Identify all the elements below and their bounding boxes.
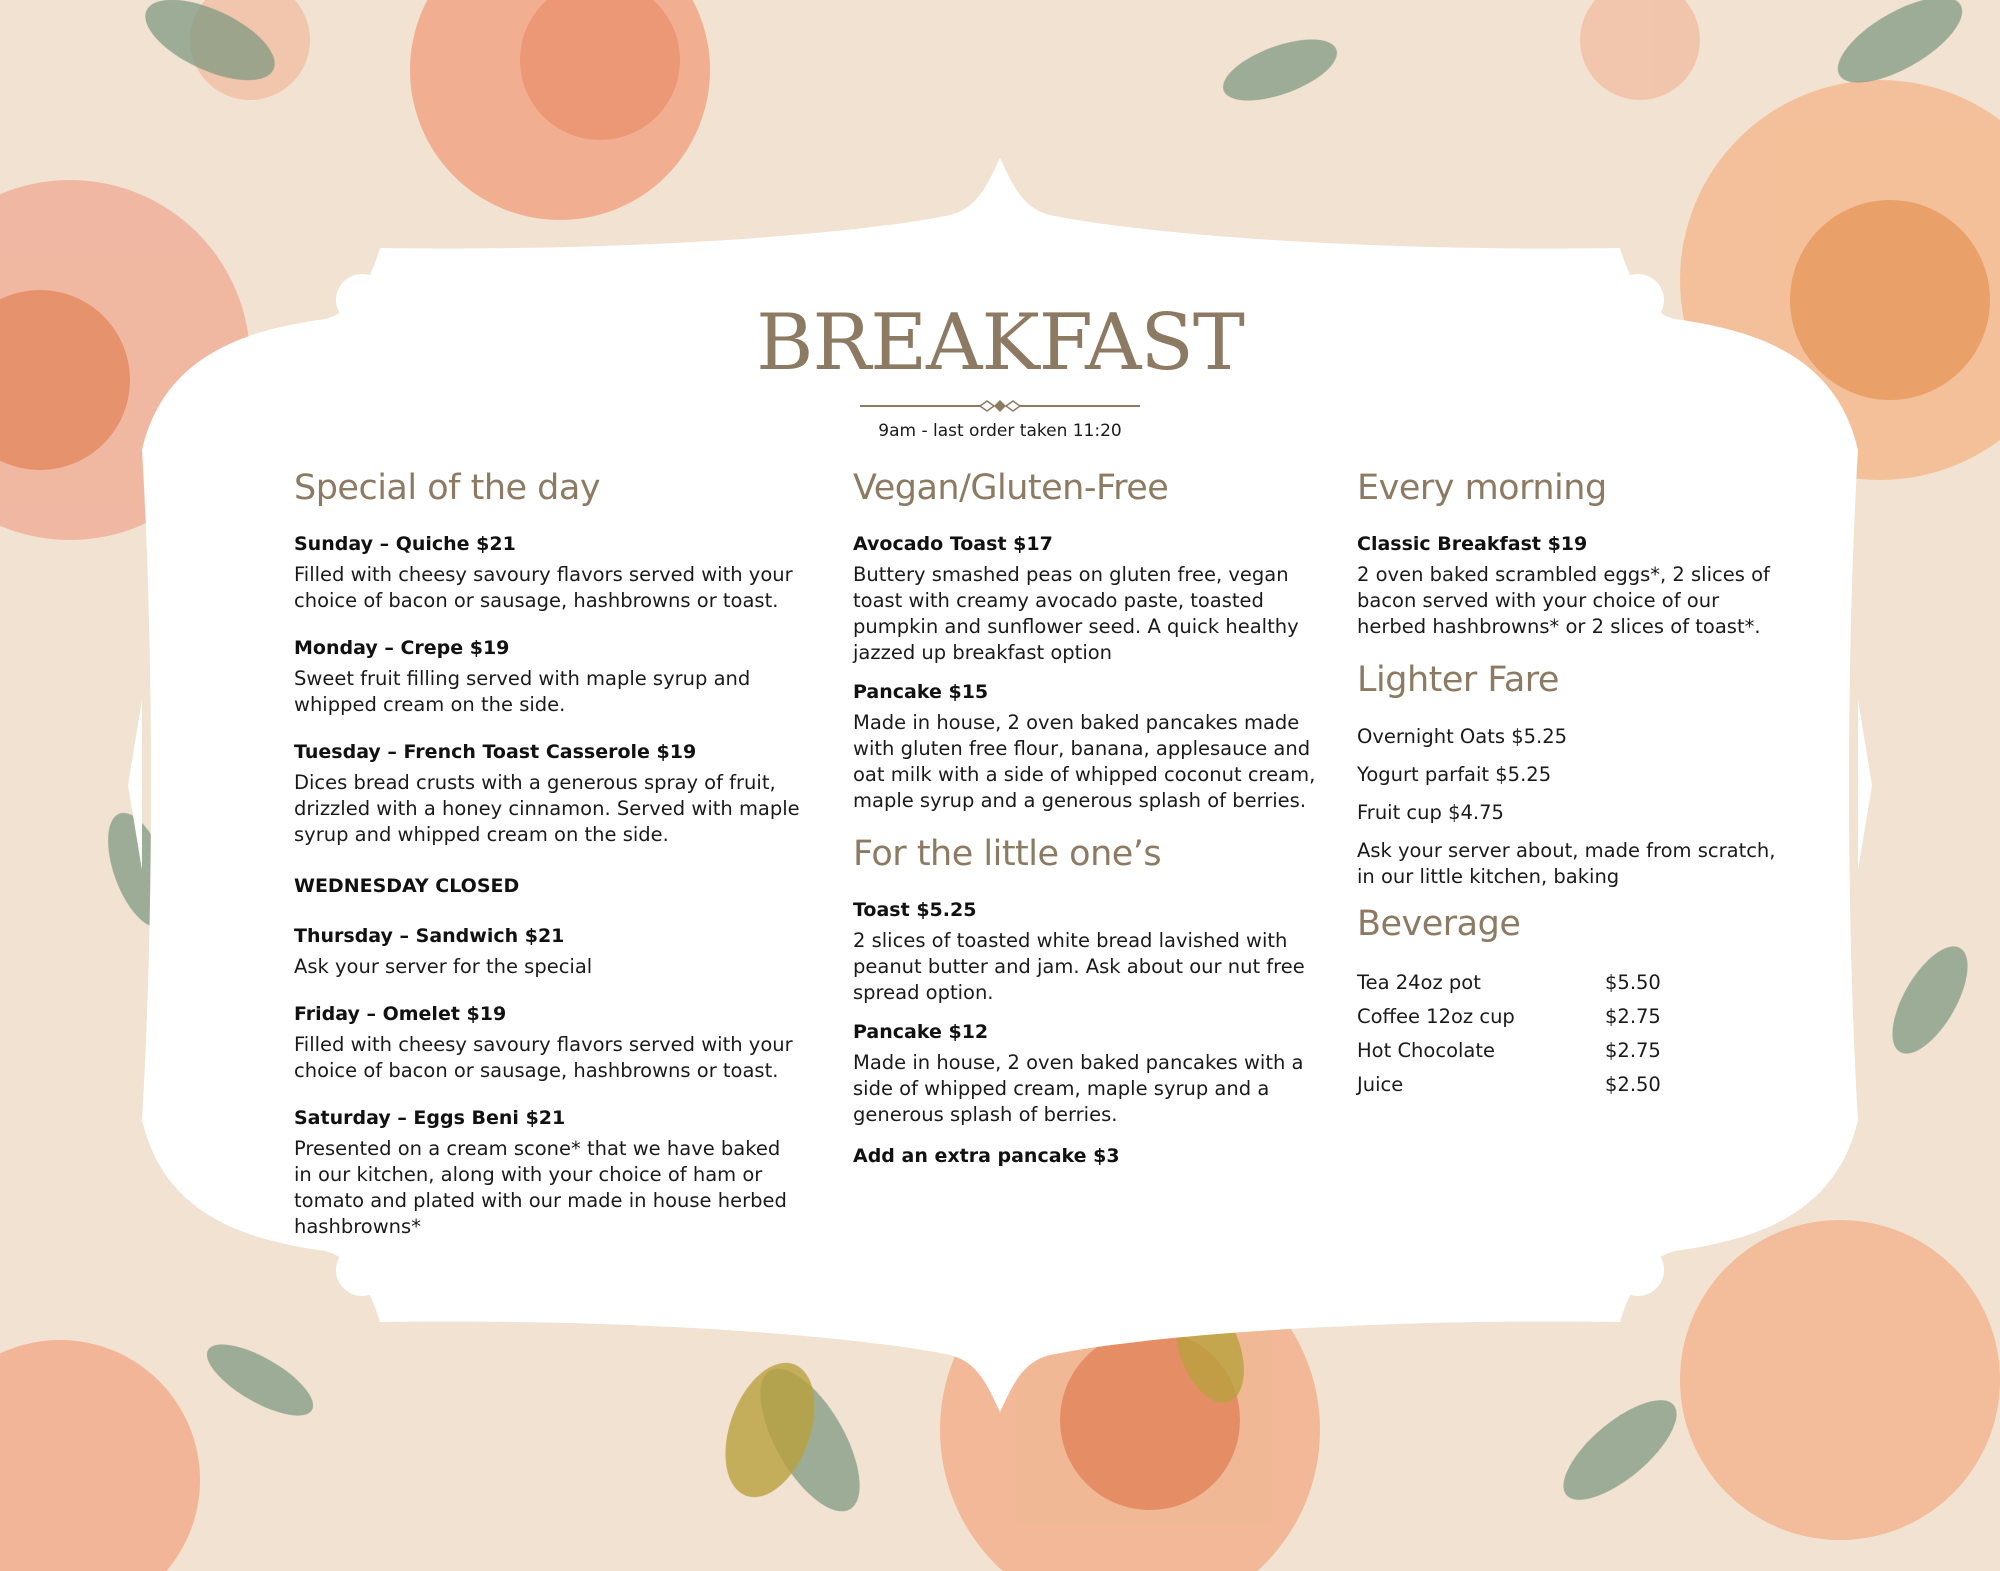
item-name: Friday – Omelet $19: [294, 1003, 507, 1025]
beverage-price: $2.75: [1605, 1005, 1661, 1028]
item-description: Buttery smashed peas on gluten free, vegan toast with creamy avocado paste, toasted pumpkin and sunflower seed. A quick healthy jazzed up breakfast option: [853, 563, 1299, 664]
beverage-list: [1357, 966, 1777, 1102]
column-special: [294, 466, 804, 1240]
column-morning: [1357, 466, 1777, 1102]
list-item: Yogurt parfait $5.25: [1357, 763, 1552, 786]
menu-item: [294, 1002, 804, 1084]
item-name: Saturday – Eggs Beni $21: [294, 1107, 566, 1129]
item-name: Toast $5.25: [853, 899, 977, 921]
menu-item: [853, 532, 1323, 666]
diamond-divider-icon: [860, 396, 1140, 416]
item-description: Dices bread crusts with a generous spray of fruit, drizzled with a honey cinnamon. Served with maple syrup and whipped cream on the side.: [294, 771, 800, 846]
beverage-row: [1357, 1000, 1777, 1034]
menu-item: [294, 1106, 804, 1240]
menu-item: [853, 680, 1323, 814]
section-title-vegan: Vegan/Gluten-Free: [853, 468, 1169, 508]
beverage-name: Coffee 12oz cup: [1357, 1005, 1515, 1028]
column-vegan: [853, 466, 1323, 1168]
menu-item: [294, 740, 804, 848]
item-name: Pancake $15: [853, 681, 989, 703]
section-title-morning: Every morning: [1357, 468, 1607, 508]
section-title-beverage: Beverage: [1357, 904, 1521, 944]
section-title-lighter: Lighter Fare: [1357, 660, 1559, 700]
item-description: Made in house, 2 oven baked pancakes with a side of whipped cream, maple syrup and a generous splash of berries.: [853, 1051, 1304, 1126]
beverage-name: Juice: [1357, 1073, 1404, 1096]
list-item: Fruit cup $4.75: [1357, 801, 1504, 824]
item-description: Filled with cheesy savoury flavors served with your choice of bacon or sausage, hashbrowns or toast.: [294, 1033, 793, 1082]
beverage-price: $2.75: [1605, 1039, 1661, 1062]
menu-item: [294, 874, 804, 898]
item-name: Avocado Toast $17: [853, 533, 1053, 555]
menu-item: [294, 532, 804, 614]
beverage-row: [1357, 966, 1777, 1000]
item-name: Tuesday – French Toast Casserole $19: [294, 741, 697, 763]
item-name: Classic Breakfast $19: [1357, 533, 1588, 555]
menu-item: [853, 898, 1323, 1006]
section-title-special: Special of the day: [294, 468, 601, 508]
item-description: Presented on a cream scone* that we have baked in our kitchen, along with your choice of ham or tomato and plated with our made in house herbed hashbrowns*: [294, 1137, 787, 1238]
item-name: Add an extra pancake $3: [853, 1145, 1120, 1167]
item-name: WEDNESDAY CLOSED: [294, 875, 520, 897]
list-item: Ask your server about, made from scratch, in our little kitchen, baking: [1357, 839, 1776, 888]
menu-item: [1357, 532, 1777, 640]
item-description: Sweet fruit filling served with maple syrup and whipped cream on the side.: [294, 667, 751, 716]
section-title-little: For the little one’s: [853, 834, 1162, 874]
menu-item: [294, 924, 804, 980]
item-description: Made in house, 2 oven baked pancakes made with gluten free flour, banana, applesauce and oat milk with a side of whipped coconut cream, maple syrup and a generous splash of berries.: [853, 711, 1316, 812]
menu-title: BREAKFAST: [756, 298, 1244, 388]
item-description: 2 slices of toasted white bread lavished with peanut butter and jam. Ask about our nut free spread option.: [853, 929, 1305, 1004]
item-description: Ask your server for the special: [294, 955, 593, 978]
beverage-name: Hot Chocolate: [1357, 1039, 1496, 1062]
item-description: Filled with cheesy savoury flavors served with your choice of bacon or sausage, hashbrowns or toast.: [294, 563, 793, 612]
menu-item: [853, 1020, 1323, 1128]
item-description: 2 oven baked scrambled eggs*, 2 slices of bacon served with your choice of our herbed hashbrowns* or 2 slices of toast*.: [1357, 563, 1770, 638]
beverage-price: $2.50: [1605, 1073, 1661, 1096]
beverage-name: Tea 24oz pot: [1357, 971, 1481, 994]
opening-hours: 9am - last order taken 11:20: [878, 421, 1122, 441]
beverage-row: [1357, 1068, 1777, 1102]
beverage-price: $5.50: [1605, 971, 1661, 994]
item-name: Thursday – Sandwich $21: [294, 925, 565, 947]
menu-item: [853, 1144, 1323, 1168]
menu-item: [294, 636, 804, 718]
item-name: Monday – Crepe $19: [294, 637, 510, 659]
list-item: Overnight Oats $5.25: [1357, 725, 1568, 748]
lighter-fare-list: [1357, 724, 1777, 890]
item-name: Pancake $12: [853, 1021, 989, 1043]
item-name: Sunday – Quiche $21: [294, 533, 516, 555]
beverage-row: [1357, 1034, 1777, 1068]
